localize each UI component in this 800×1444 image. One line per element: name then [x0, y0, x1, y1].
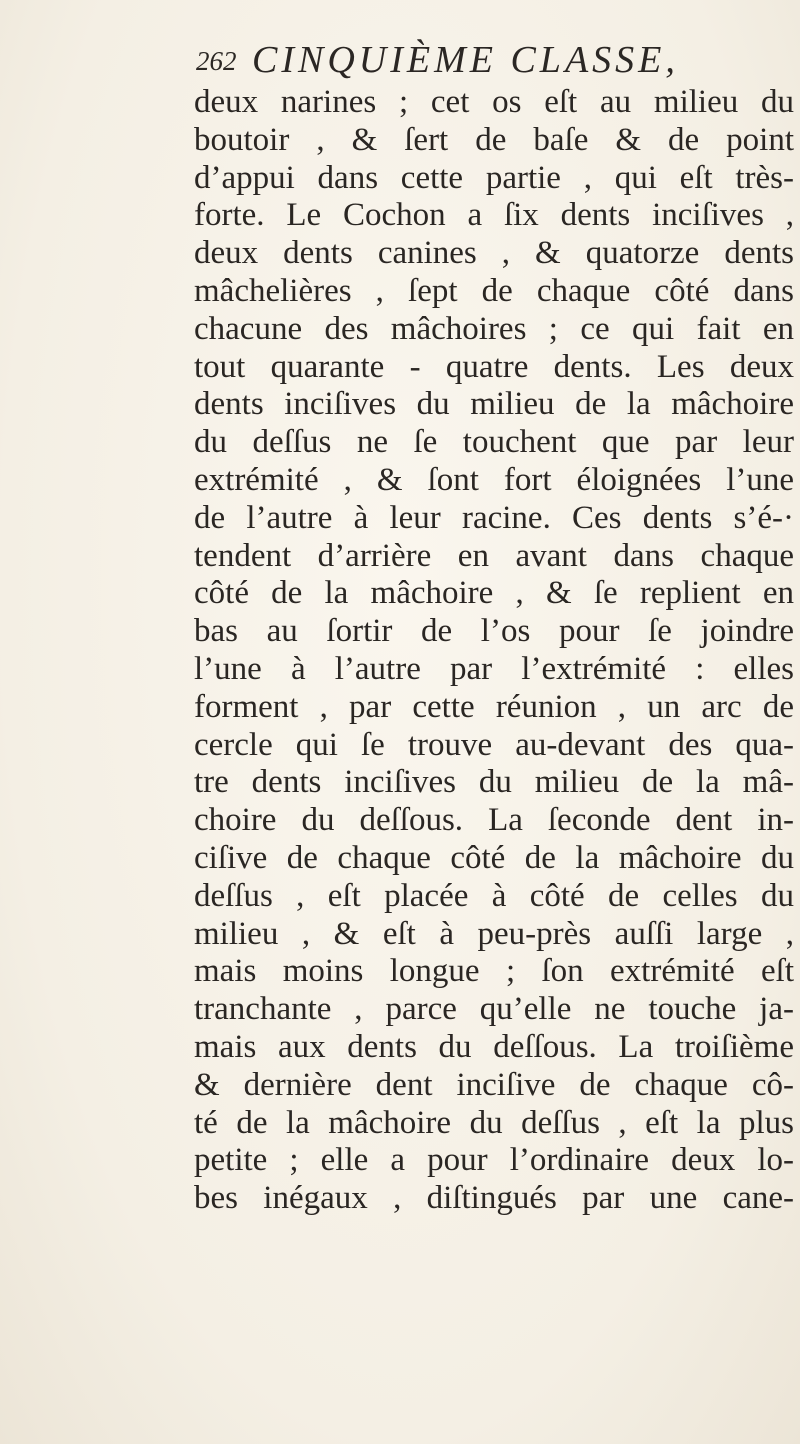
text-line: cercle qui ſe trouve au-devant des qua-: [194, 726, 794, 763]
text-line: boutoir , & ſert de baſe & de point: [194, 121, 794, 158]
text-line: forment , par cette réunion , un arc de: [194, 688, 794, 725]
text-line: de l’autre à leur racine. Ces dents s’é-·: [194, 499, 794, 536]
running-title: CINQUIÈME CLASSE,: [252, 39, 679, 81]
text-line: milieu , & eſt à peu-près auſſi large ,: [194, 915, 794, 952]
text-line: d’appui dans cette partie , qui eſt très-: [194, 159, 794, 196]
text-line: deux dents canines , & quatorze dents: [194, 235, 794, 272]
text-line: deſſus , eſt placée à côté de celles du: [194, 877, 794, 914]
text-line: deux narines ; cet os eſt au milieu du: [194, 84, 794, 120]
text-line: tout quarante - quatre dents. Les deux: [194, 348, 794, 385]
text-line: forte. Le Cochon a ſix dents inciſives ,: [194, 197, 794, 234]
text-line: choire du deſſous. La ſeconde dent in-: [194, 802, 794, 839]
body-text: [194, 84, 794, 1218]
text-line: mais aux dents du deſſous. La troiſième: [194, 1028, 794, 1065]
text-line: té de la mâchoire du deſſus , eſt la plus: [194, 1104, 794, 1141]
text-line: petite ; elle a pour l’ordinaire deux lo-: [194, 1142, 794, 1179]
text-line: mâchelières , ſept de chaque côté dans: [194, 272, 794, 309]
text-line: tre dents inciſives du milieu de la mâ-: [194, 764, 794, 801]
text-line: tranchante , parce qu’elle ne touche ja-: [194, 991, 794, 1028]
text-line: bes inégaux , diſtingués par une cane-: [194, 1180, 794, 1217]
text-line: tendent d’arrière en avant dans chaque: [194, 537, 794, 574]
text-line: extrémité , & ſont fort éloignées l’une: [194, 461, 794, 498]
text-line: côté de la mâchoire , & ſe replient en: [194, 575, 794, 612]
text-line: du deſſus ne ſe touchent que par leur: [194, 424, 794, 461]
text-line: & dernière dent inciſive de chaque cô-: [194, 1066, 794, 1103]
text-line: l’une à l’autre par l’extrémité : elles: [194, 650, 794, 687]
page-number: 262: [196, 46, 237, 76]
text-line: ciſive de chaque côté de la mâchoire du: [194, 839, 794, 876]
text-line: chacune des mâchoires ; ce qui fait en: [194, 310, 794, 347]
text-line: bas au ſortir de l’os pour ſe joindre: [194, 613, 794, 650]
text-line: mais moins longue ; ſon extrémité eſt: [194, 953, 794, 990]
text-line: dents inciſives du milieu de la mâchoire: [194, 386, 794, 423]
